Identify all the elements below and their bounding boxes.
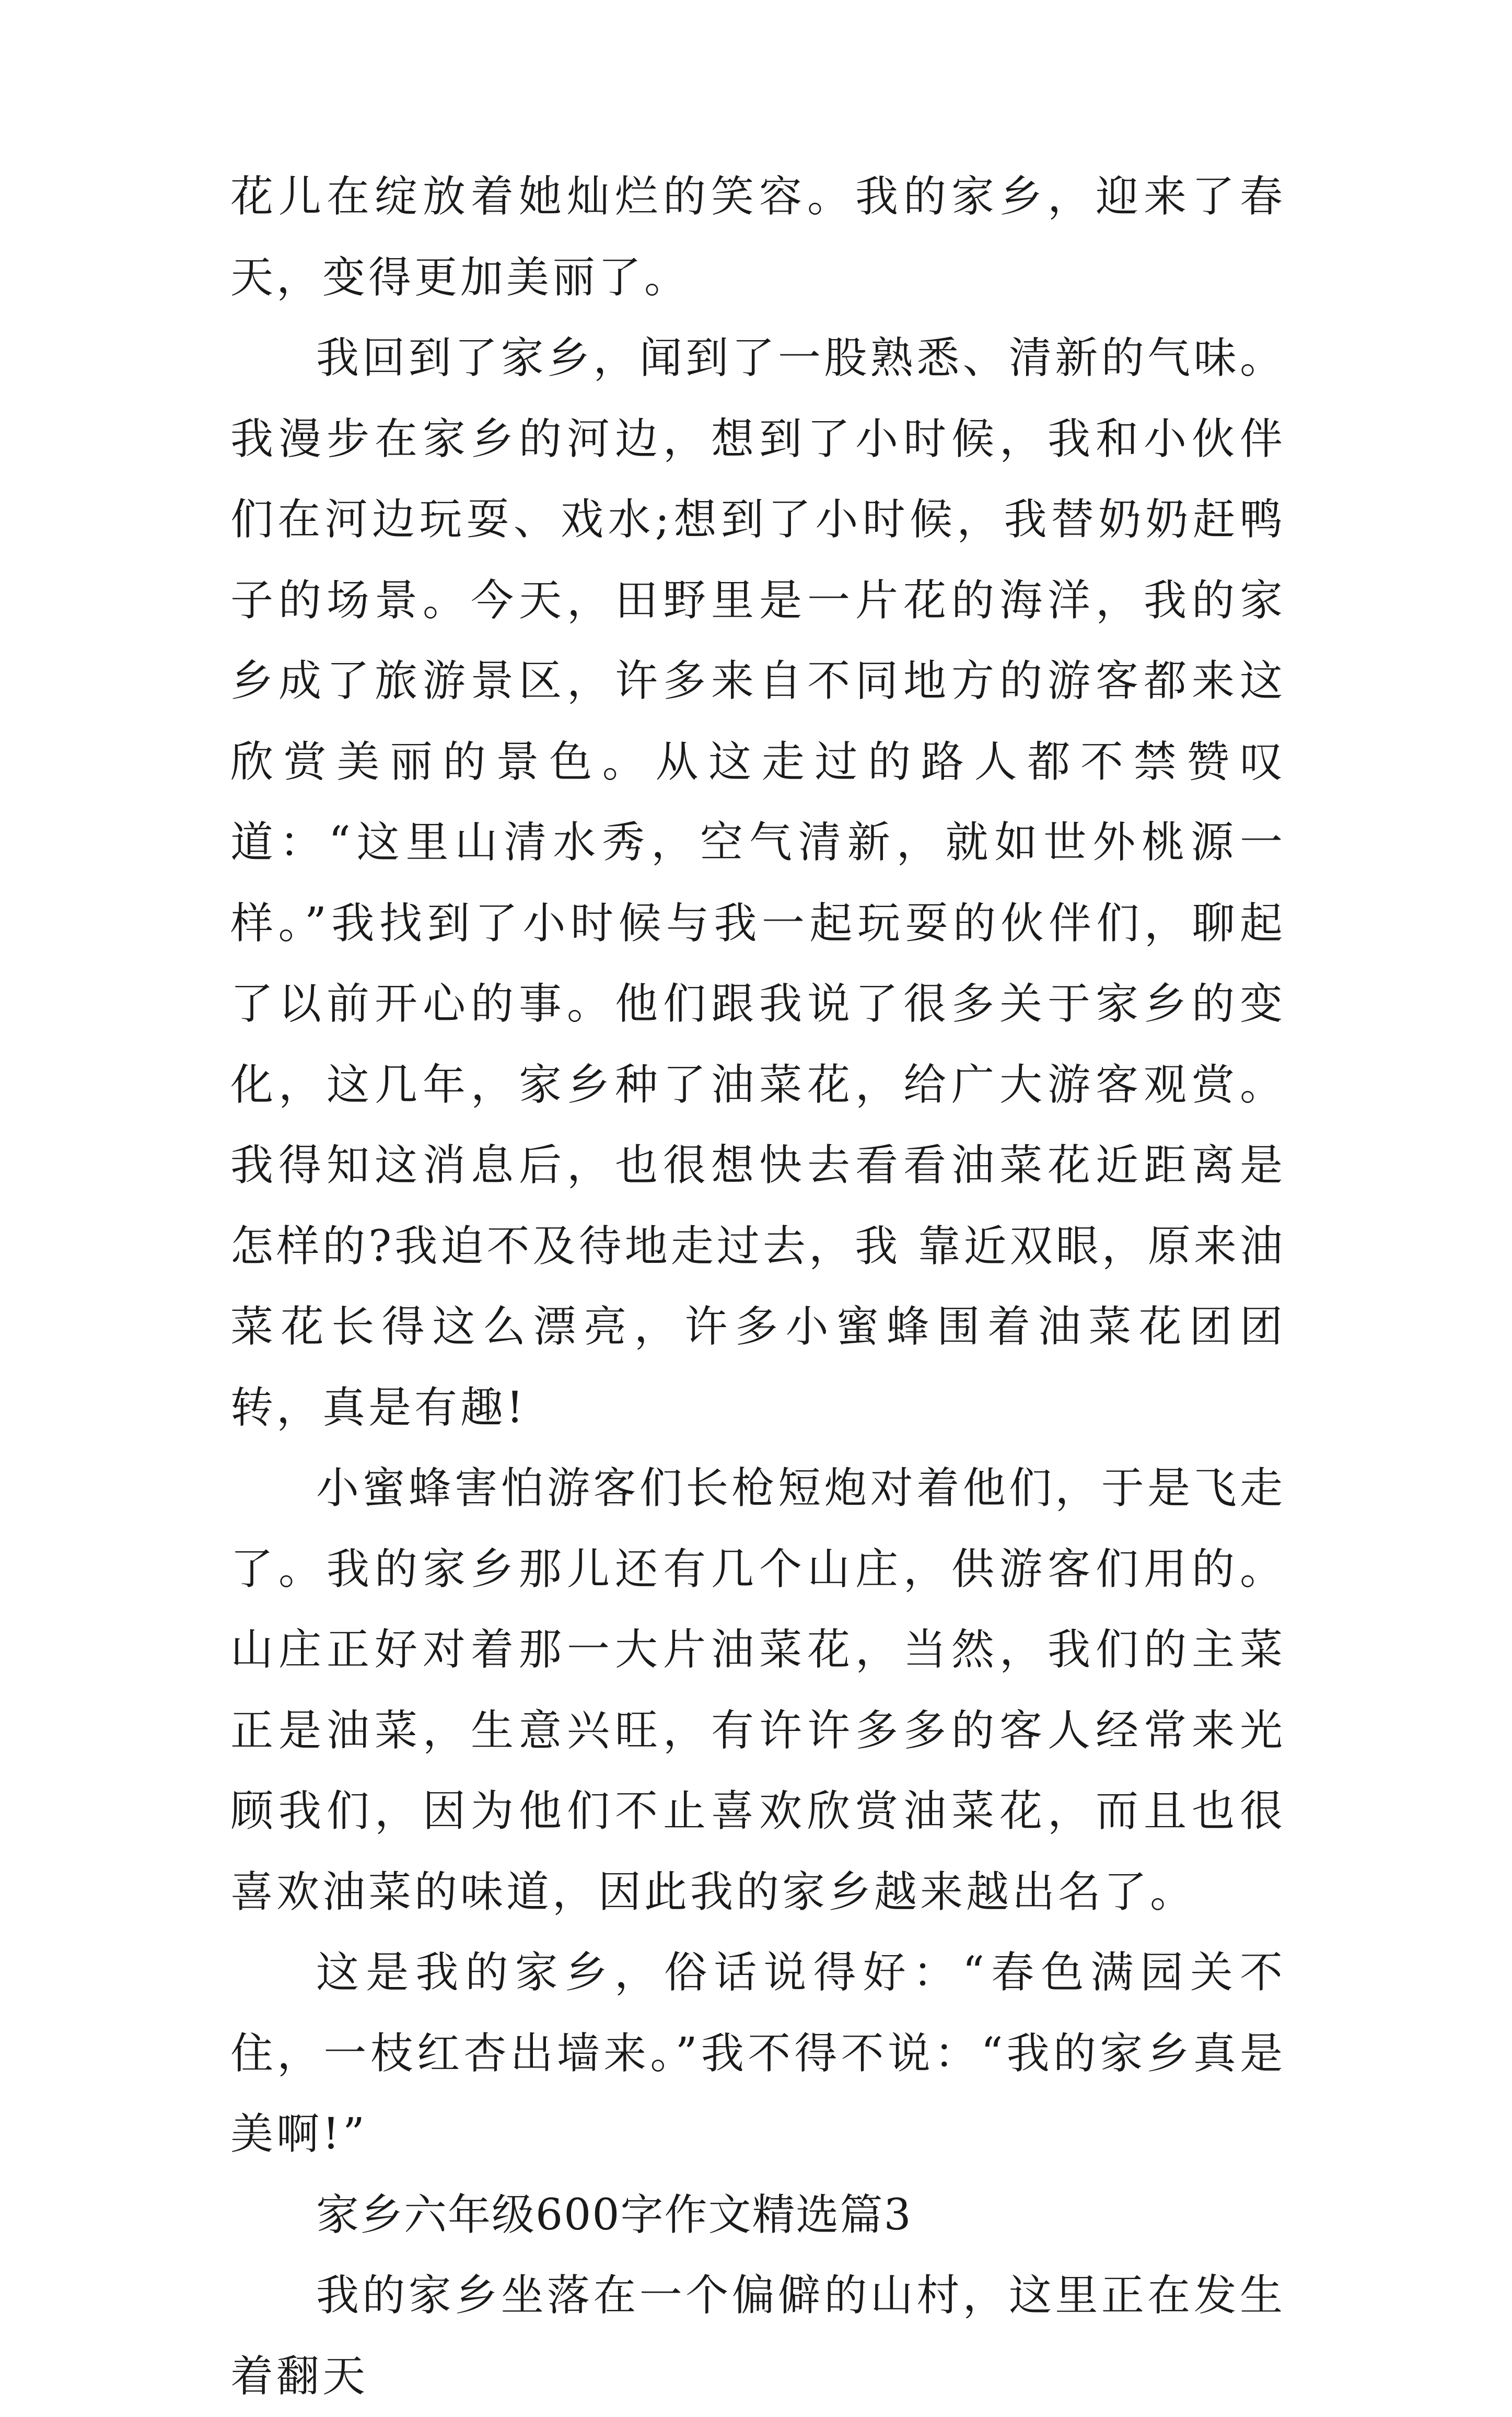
essay-section-heading: 家乡六年级600字作文精选篇3	[316, 2190, 912, 2240]
paragraph-return-hometown: 我回到了家乡，闻到了一股熟悉、清新的气味。我漫步在家乡的河边，想到了小时候，我和小伙伴们在河边玩耍、戏水;想到了小时候，我替奶奶赶鸭子的场景。今天，田野里是一片花的海洋，我的家乡成了旅游景区，许多来自不同地方的游客都来这欣赏美丽的景色。从这走过的路人都不禁赞叹道：“这里山清水秀，空气清新，就如世外桃源一样。”我找到了小时候与我一起玩耍的伙伴们，聊起了以前开心的事。他们跟我说了很多关于家乡的变化，这几年，家乡种了油菜花，给广大游客观赏。我得知这消息后，也很想快去看看油菜花近距离是怎样的?我迫不及待地走过去，我 靠近双眼，原来油菜花长得这么漂亮，许多小蜜蜂围着油菜花团团转，真是有趣!	[230, 333, 1286, 1433]
paragraph-spring-hometown: 花儿在绽放着她灿烂的笑容。我的家乡，迎来了春天，变得更加美丽了。	[230, 172, 1286, 303]
document-body	[230, 157, 1286, 2417]
paragraph-bees-villas: 小蜜蜂害怕游客们长枪短炮对着他们，于是飞走了。我的家乡那儿还有几个山庄，供游客们用的。山庄正好对着那一大片油菜花，当然，我们的主菜正是油菜，生意兴旺，有许许多多的客人经常来光顾我们，因为他们不止喜欢欣赏油菜花，而且也很喜欢油菜的味道，因此我的家乡越来越出名了。	[230, 1463, 1286, 1917]
paragraph-closing-proverb: 这是我的家乡，俗话说得好：“春色满园关不住，一枝红杏出墙来。”我不得不说：“我的家乡真是美啊!”	[230, 1948, 1286, 2159]
paragraph-next-essay-start: 我的家乡坐落在一个偏僻的山村，这里正在发生着翻天	[230, 2271, 1286, 2401]
